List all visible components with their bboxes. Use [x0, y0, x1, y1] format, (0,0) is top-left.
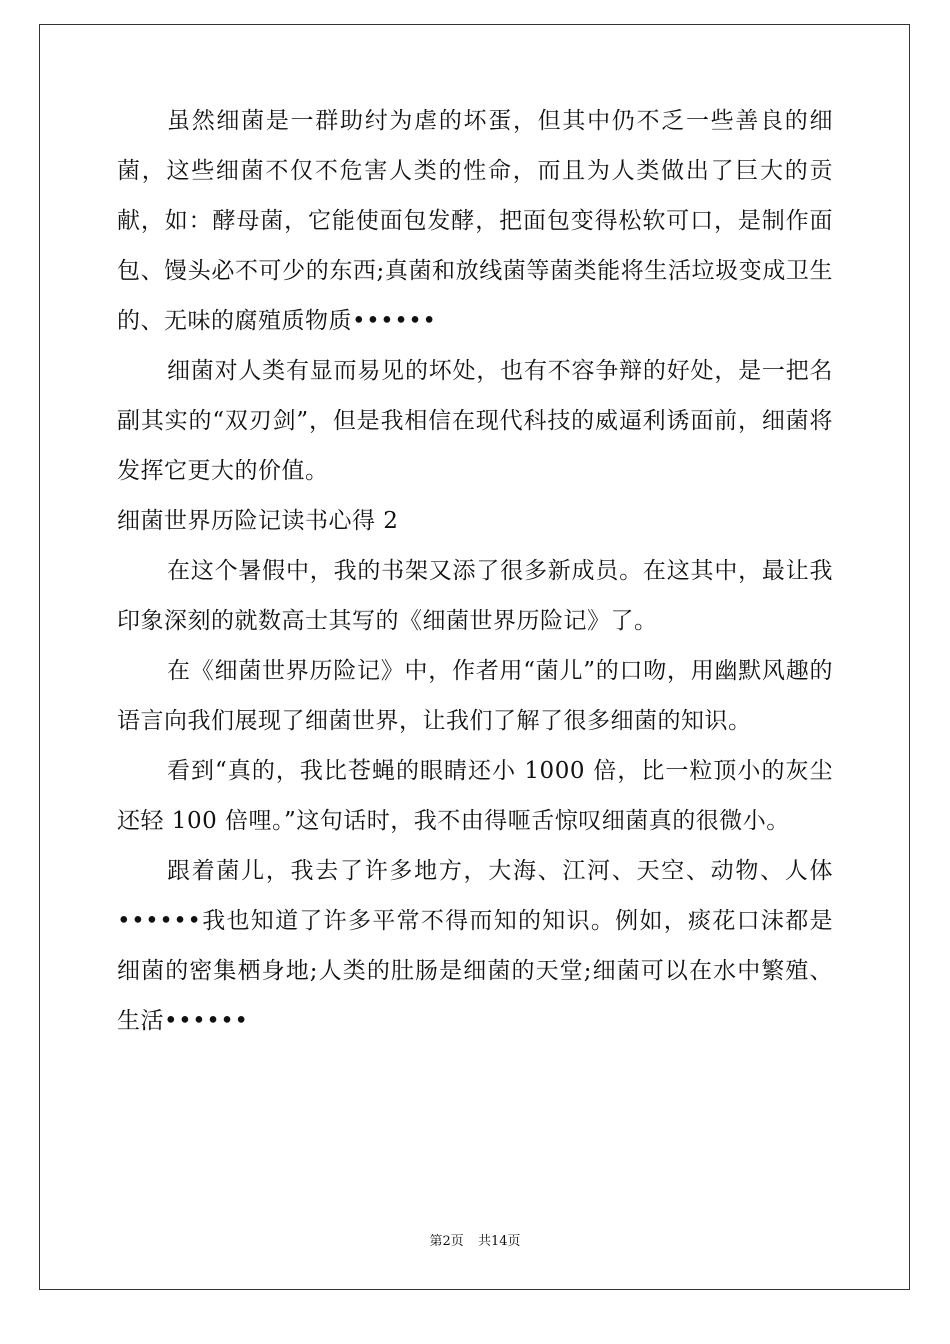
page-total: 共14页 [477, 1234, 521, 1249]
paragraph-4: 在《细菌世界历险记》中，作者用“菌儿”的口吻，用幽默风趣的语言向我们展现了细菌世界，让我们了解了很多细菌的知识。 [117, 658, 833, 734]
paragraph-3: 在这个暑假中，我的书架又添了很多新成员。在这其中，最让我印象深刻的就数高士其写的《细菌世界历险记》了。 [117, 558, 833, 634]
document-body [117, 96, 833, 1046]
page-footer [0, 1232, 950, 1252]
section-heading: 细菌世界历险记读书心得 2 [117, 508, 399, 534]
paragraph-1: 虽然细菌是一群助纣为虐的坏蛋，但其中仍不乏一些善良的细菌，这些细菌不仅不危害人类的性命，而且为人类做出了巨大的贡献，如：酵母菌，它能使面包发酵，把面包变得松软可口，是制作面包、馒头必不可少的东西;真菌和放线菌等菌类能将生活垃圾变成卫生的、无味的腐殖质物质•••••• [117, 108, 833, 334]
paragraph-6: 跟着菌儿，我去了许多地方，大海、江河、天空、动物、人体••••••我也知道了许多平常不得而知的知识。例如，痰花口沫都是细菌的密集栖身地;人类的肚肠是细菌的天堂;细菌可以在水中繁殖、生活•••••• [117, 858, 833, 1034]
paragraph-5: 看到“真的，我比苍蝇的眼睛还小 1000 倍，比一粒顶小的灰尘还轻 100 倍哩。”这句话时，我不由得咂舌惊叹细菌真的很微小。 [117, 758, 833, 834]
paragraph-2: 细菌对人类有显而易见的坏处，也有不容争辩的好处，是一把名副其实的“双刃剑”，但是我相信在现代科技的威逼利诱面前，细菌将发挥它更大的价值。 [117, 358, 833, 484]
page-number: 第2页 [429, 1234, 464, 1249]
